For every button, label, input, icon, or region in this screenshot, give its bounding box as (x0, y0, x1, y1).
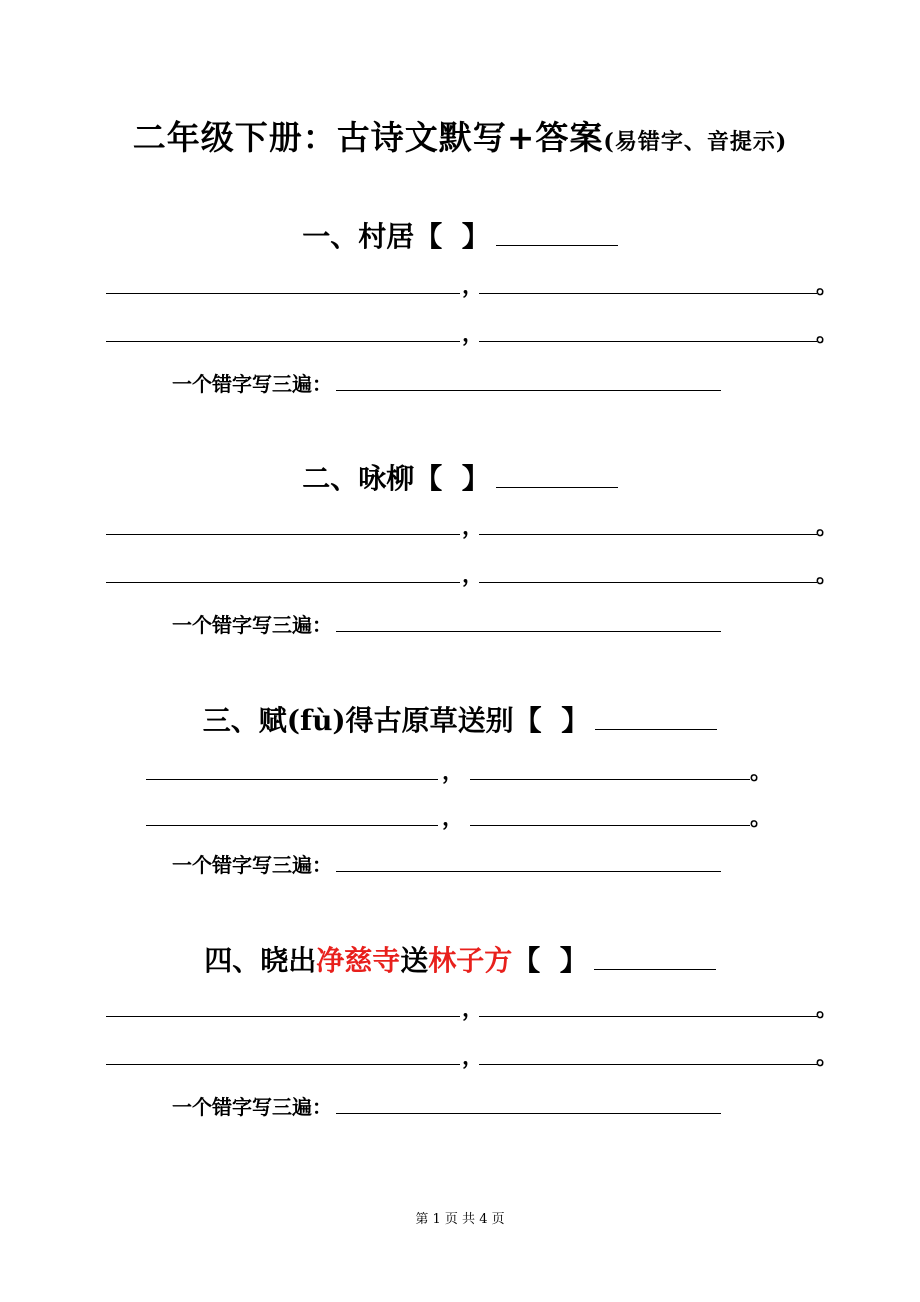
answer-blank[interactable] (479, 1064, 817, 1065)
section-4-author-bracket[interactable] (540, 944, 560, 977)
section-2-line-2 (106, 562, 839, 588)
section-3-line-1 (146, 759, 786, 785)
period: 。 (816, 1044, 839, 1070)
section-1-line-2 (106, 321, 839, 347)
answer-blank[interactable] (106, 293, 460, 294)
answer-blank[interactable] (146, 779, 438, 780)
comma: ， (462, 514, 485, 540)
section-2-heading (0, 457, 920, 497)
period: 。 (816, 321, 839, 347)
comma: ， (442, 805, 465, 831)
section-4-title-mid: 送 (400, 944, 429, 977)
section-3-practice (172, 849, 721, 878)
section-4-line-1 (106, 996, 839, 1022)
comma: ， (462, 1044, 485, 1070)
page-footer: 第 1 页 共 4 页 (415, 1212, 505, 1227)
answer-blank[interactable] (479, 293, 817, 294)
practice-blank[interactable] (336, 1097, 721, 1114)
comma: ， (442, 759, 465, 785)
section-4-heading (0, 939, 920, 979)
section-2-title-blank[interactable] (496, 463, 618, 488)
answer-blank[interactable] (479, 341, 817, 342)
answer-blank[interactable] (106, 534, 460, 535)
section-1-title: 一、村居【 (302, 220, 443, 253)
practice-label: 一个错字写三遍： (172, 1095, 332, 1119)
answer-blank[interactable] (470, 779, 750, 780)
answer-blank[interactable] (479, 534, 817, 535)
section-4-highlight-name: 林子方 (428, 944, 513, 977)
section-1-title-blank[interactable] (496, 221, 618, 246)
answer-blank[interactable] (106, 1064, 460, 1065)
section-2-author-bracket[interactable] (442, 462, 462, 495)
section-3-title: 三、赋(fù)得古原草送别【 (202, 704, 542, 737)
answer-blank[interactable] (470, 825, 750, 826)
section-2-line-1 (106, 514, 839, 540)
title-sub: (易错字、音提示) (603, 129, 788, 155)
period: 。 (750, 759, 773, 785)
comma: ， (462, 321, 485, 347)
practice-label: 一个错字写三遍： (172, 853, 332, 877)
section-2-practice (172, 609, 721, 638)
section-3-heading (0, 699, 920, 739)
section-4-practice (172, 1091, 721, 1120)
period: 。 (750, 805, 773, 831)
period: 。 (816, 514, 839, 540)
answer-blank[interactable] (479, 1016, 817, 1017)
practice-blank[interactable] (336, 615, 721, 632)
period: 。 (816, 996, 839, 1022)
answer-blank[interactable] (106, 1016, 460, 1017)
document-title (0, 112, 920, 159)
comma: ， (462, 273, 485, 299)
section-1-heading (0, 215, 920, 255)
comma: ， (462, 996, 485, 1022)
section-3-author-bracket[interactable] (542, 704, 562, 737)
title-main: 二年级下册：古诗文默写+答案 (132, 118, 604, 157)
section-3-line-2 (146, 805, 786, 831)
section-2-bracket-close: 】 (461, 462, 490, 495)
section-1-author-bracket[interactable] (442, 220, 462, 253)
practice-blank[interactable] (336, 374, 721, 391)
answer-blank[interactable] (106, 582, 460, 583)
answer-blank[interactable] (106, 341, 460, 342)
section-4-bracket-open: 【 (512, 944, 541, 977)
comma: ， (462, 562, 485, 588)
practice-blank[interactable] (336, 855, 721, 872)
period: 。 (816, 273, 839, 299)
practice-label: 一个错字写三遍： (172, 613, 332, 637)
section-4-line-2 (106, 1044, 839, 1070)
section-4-title-start: 四、晓出 (204, 944, 317, 977)
section-2-title: 二、咏柳【 (302, 462, 443, 495)
practice-label: 一个错字写三遍： (172, 372, 332, 396)
section-1-bracket-close: 】 (461, 220, 490, 253)
section-1-line-1 (106, 273, 839, 299)
section-3-title-blank[interactable] (595, 705, 717, 730)
section-4-title-blank[interactable] (594, 945, 716, 970)
section-4-bracket-close: 】 (559, 944, 588, 977)
answer-blank[interactable] (479, 582, 817, 583)
section-3-bracket-close: 】 (561, 704, 590, 737)
section-1-practice (172, 368, 721, 397)
answer-blank[interactable] (146, 825, 438, 826)
section-4-highlight-temple: 净慈寺 (316, 944, 401, 977)
period: 。 (816, 562, 839, 588)
